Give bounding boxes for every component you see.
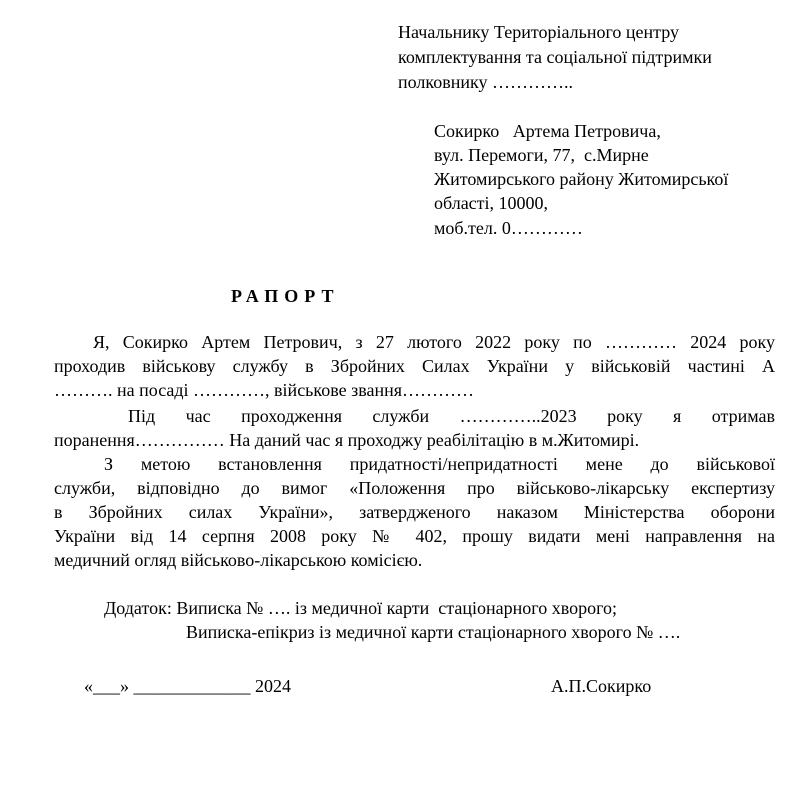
paragraph-2-line-2: поранення…………… На даний час я проходжу реабілітацію в м.Житомирі. bbox=[54, 430, 640, 450]
paragraph-1-line-1: Я, Сокирко Артем Петрович, з 27 лютого 2022 року по ………… 2024 року bbox=[93, 332, 775, 352]
sender-phone: моб.тел. 0………… bbox=[434, 218, 583, 238]
paragraph-3-line-5: медичний огляд військово-лікарською комісією. bbox=[54, 550, 423, 570]
paragraph-1-line-3: ………. на посаді …………, військове звання………… bbox=[54, 380, 475, 400]
paragraph-3-line-1: З метою встановлення придатності/непридатності мене до військової bbox=[104, 454, 775, 474]
signature: А.П.Сокирко bbox=[551, 676, 652, 696]
attachment-line-1: Додаток: Виписка № …. із медичної карти стаціонарного хворого; bbox=[104, 598, 617, 618]
attachment-line-2: Виписка-епікриз із медичної карти стаціонарного хворого № …. bbox=[186, 622, 681, 642]
paragraph-3-line-2: служби, відповідно до вимог «Положення про військово-лікарську експертизу bbox=[54, 478, 775, 498]
paragraph-3-line-3: в Збройних силах України», затвердженого наказом Міністерства оборони bbox=[54, 502, 775, 522]
paragraph-1-line-2: проходив військову службу в Збройних Силах України у військовій частині А bbox=[54, 356, 775, 376]
document-title: РАПОРТ bbox=[231, 286, 340, 306]
sender-address-line-1: вул. Перемоги, 77, с.Мирне bbox=[434, 145, 649, 165]
paragraph-2-line-1: Під час проходження служби …………..2023 року я отримав bbox=[128, 406, 775, 426]
paragraph-3-line-4: України від 14 серпня 2008 року № 402, прошу видати мені направлення на bbox=[54, 526, 775, 546]
sender-name: Сокирко Артема Петровича, bbox=[434, 121, 661, 141]
addressee-line-1: Начальнику Територіального центру bbox=[398, 22, 679, 42]
addressee-line-2: комплектування та соціальної підтримки bbox=[398, 47, 712, 67]
sender-address-line-3: області, 10000, bbox=[434, 193, 549, 213]
sender-address-line-2: Житомирського району Житомирської bbox=[434, 169, 729, 189]
date-line: «___» _____________ 2024 bbox=[84, 676, 291, 696]
addressee-line-3: полковнику ………….. bbox=[398, 72, 573, 92]
